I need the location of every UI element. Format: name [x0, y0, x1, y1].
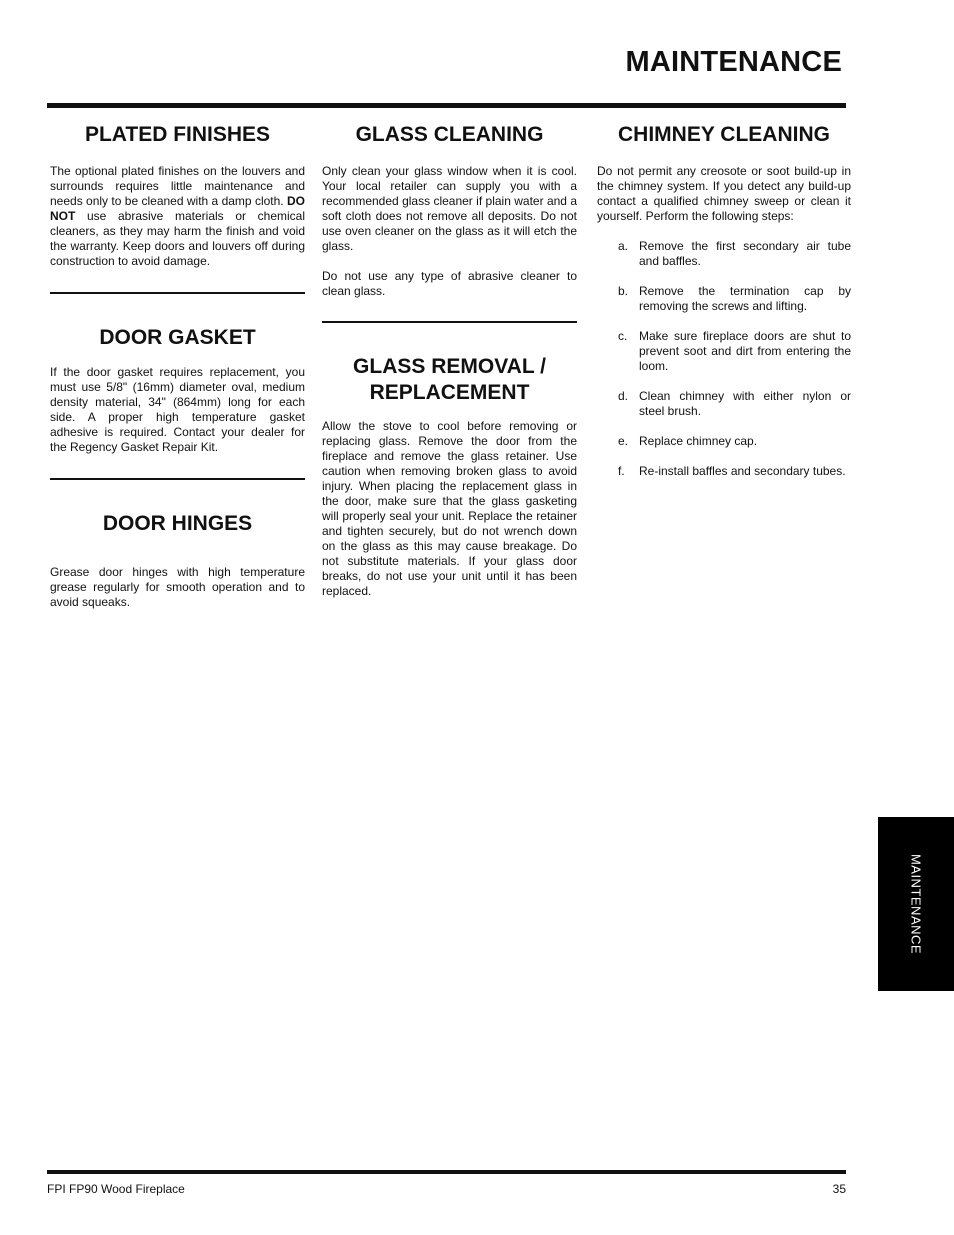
column-left — [50, 118, 305, 610]
page-title: MAINTENANCE — [625, 46, 842, 78]
chimney-cleaning-steps — [597, 239, 851, 479]
list-item: f. Re-install baffles and secondary tubes. — [618, 464, 846, 478]
section-divider — [322, 321, 577, 323]
plated-finishes-heading: PLATED FINISHES — [84, 123, 271, 146]
glass-cleaning-text: Only clean your glass window when it is cool. Your local retailer can supply you with a recommended glass cleaner if plain water and a soft cloth does not remove all deposits. Do not use oven cleaner on the glass as it will etch the glass. — [322, 164, 577, 253]
glass-removal-text: Allow the stove to cool before removing or replacing glass. Remove the door from the fireplace and remove the glass retainer. Use caution when removing broken glass to avoid injury. When placing the replacement glass in the door, make sure that the glass gasketing will properly seal your unit. Replace the retainer and tighten securely, but do not wrench down on the glass as this may cause breakage. Do not substitute materials. If your glass door breaks, do not use your unit until it has been replaced. — [322, 419, 577, 598]
header-rule — [47, 103, 846, 108]
do-not-emphasis: DO NOT — [50, 194, 305, 223]
list-item: e. Replace chimney cap. — [618, 434, 758, 448]
side-tab-label: MAINTENANCE — [908, 853, 924, 955]
door-gasket-heading: DOOR GASKET — [99, 326, 256, 349]
page-number: 35 — [832, 1182, 846, 1196]
section-divider — [50, 478, 305, 480]
chimney-cleaning-heading: CHIMNEY CLEANING — [618, 123, 830, 146]
list-item: a. Remove the first secondary air tube and baffles. — [618, 239, 851, 268]
door-hinges-text: Grease door hinges with high temperature grease regularly for smooth operation and to avoid squeaks. — [50, 565, 305, 609]
section-divider — [50, 292, 305, 294]
list-item: c. Make sure fireplace doors are shut to prevent soot and dirt from entering the loom. — [618, 329, 851, 373]
glass-cleaning-heading: GLASS CLEANING — [355, 123, 544, 146]
section-side-tab — [878, 817, 954, 991]
list-item: b. Remove the termination cap by removing the screws and lifting. — [618, 284, 851, 313]
column-middle — [322, 118, 577, 599]
chimney-cleaning-text: Do not permit any creosote or soot build-up in the chimney system. If you detect any build-up contact a qualified chimney sweep or clean it yourself. Perform the following steps: — [597, 164, 851, 223]
footer-product-name: FPI FP90 Wood Fireplace — [47, 1182, 185, 1196]
list-item: d. Clean chimney with either nylon or steel brush. — [618, 389, 851, 418]
door-gasket-text: If the door gasket requires replacement, you must use 5/8" (16mm) diameter oval, medium density material, 34" (864mm) long for each side. A proper high temperature gasket adhesive is required. Contact your dealer for the Regency Gasket Repair Kit. — [50, 365, 305, 454]
column-right — [597, 118, 851, 494]
glass-cleaning-note: Do not use any type of abrasive cleaner to clean glass. — [322, 269, 577, 298]
glass-removal-heading: GLASS REMOVAL / REPLACEMENT — [353, 355, 546, 404]
footer-rule — [47, 1170, 846, 1174]
plated-finishes-text: The optional plated finishes on the louvers and surrounds requires little maintenance and needs only to be cleaned with a damp cloth. DO NOT use abrasive materials or chemical cleaners, as they may harm the finish and void the warranty. Keep doors and louvers off during construction to avoid damage. — [50, 164, 305, 268]
door-hinges-heading: DOOR HINGES — [102, 512, 253, 535]
